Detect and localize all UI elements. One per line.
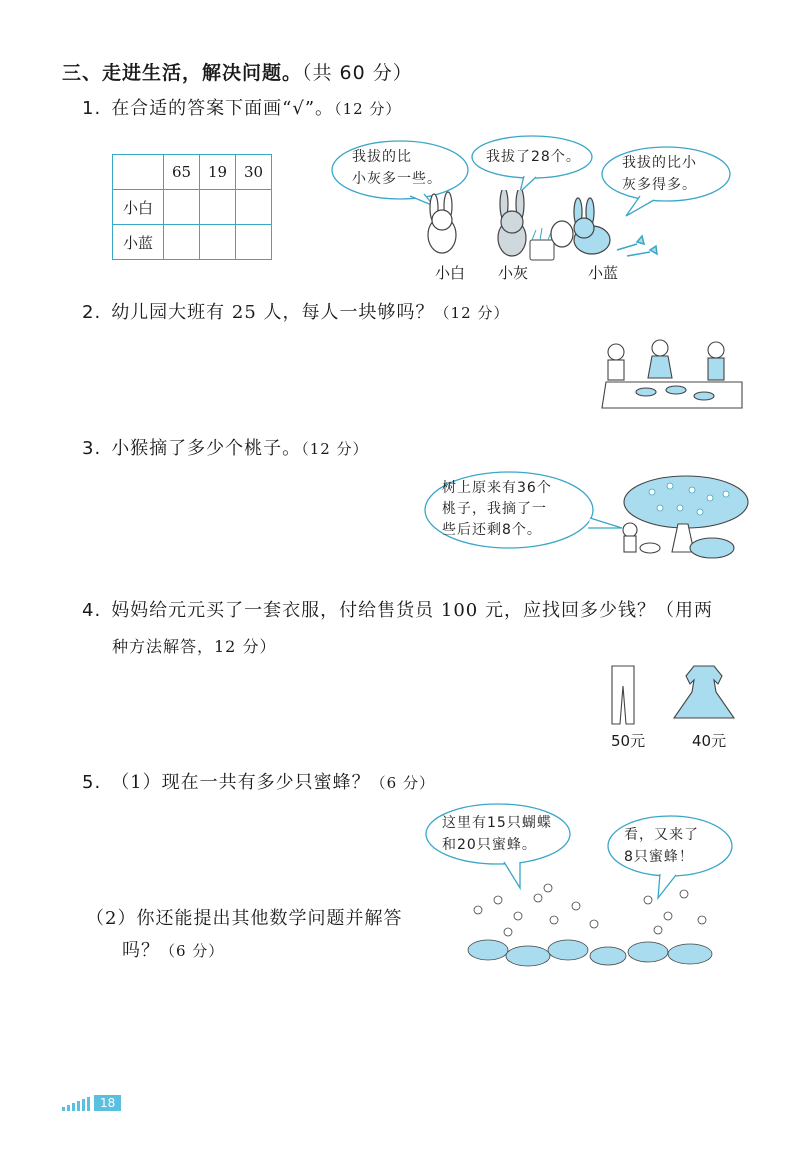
question-number: 5.	[82, 772, 102, 793]
question-5	[82, 768, 435, 794]
page-number: 18	[94, 1095, 121, 1111]
question-text: 小猴摘了多少个桃子。	[111, 438, 302, 459]
question-5-part2: （2）你还能提出其他数学问题并解答	[86, 908, 403, 929]
bubble-text: 看，又来了	[624, 827, 699, 843]
name-label-xiaolan: 小蓝	[588, 264, 619, 282]
rabbit-xiaobai-icon	[428, 192, 456, 253]
pants-icon	[612, 666, 634, 724]
question-3	[82, 434, 369, 460]
column-header: 65	[164, 155, 200, 190]
question-2	[82, 298, 509, 324]
question-1	[82, 94, 401, 120]
bubble-text: 我拔的比	[352, 149, 412, 165]
row-header: 小蓝	[113, 225, 164, 260]
question-number: 2.	[82, 302, 102, 323]
rabbit-xiaolan-icon	[551, 198, 610, 254]
bubble-text: 这里有15只蝴蝶	[442, 815, 552, 831]
answer-cell[interactable]	[236, 225, 272, 260]
bubble-text: 我拔的比小	[622, 155, 697, 171]
clothes-illustration	[604, 662, 744, 726]
question-number: 3.	[82, 438, 102, 459]
column-header: 30	[236, 155, 272, 190]
question-number: 4.	[82, 600, 102, 621]
price-label-pants: 50元	[611, 732, 646, 750]
rabbit-xiaohui-icon	[498, 190, 526, 256]
bubble-text: 和20只蜜蜂。	[442, 837, 537, 853]
bubble-text: 小灰多一些。	[352, 171, 442, 187]
basket-icon	[530, 228, 554, 260]
row-header: 小白	[113, 190, 164, 225]
bubble-text: 些后还剩8个。	[442, 522, 542, 538]
question-text: 吗？	[122, 940, 160, 961]
table-row	[113, 190, 272, 225]
section-heading: 三、走进生活，解决问题。	[62, 62, 303, 84]
name-label-xiaobai: 小白	[435, 264, 466, 282]
page-number-tag	[62, 1097, 121, 1111]
carrots-icon	[617, 236, 657, 256]
answer-cell[interactable]	[200, 190, 236, 225]
table-row	[113, 155, 272, 190]
bubble-text: 灰多得多。	[622, 177, 697, 193]
question-5-part2-line2	[122, 936, 224, 962]
question-points: （12 分）	[434, 304, 510, 322]
children-table-illustration	[596, 332, 746, 412]
dress-icon	[674, 666, 734, 718]
question-4	[82, 596, 713, 622]
column-header: 19	[200, 155, 236, 190]
question-text: 在合适的答案下面画“√”。	[111, 98, 335, 119]
answer-cell[interactable]	[200, 225, 236, 260]
peach-basket-icon	[640, 543, 660, 553]
bubble-text: 8只蜜蜂！	[624, 849, 694, 865]
bubble-text: 桃子，我摘了一	[442, 501, 547, 517]
answer-cell[interactable]	[236, 190, 272, 225]
section-title	[62, 58, 413, 85]
speech-bubble-monkey	[424, 470, 594, 550]
answer-cell[interactable]	[164, 225, 200, 260]
question-points: （12 分）	[301, 440, 369, 458]
question-4-line2: 种方法解答，12 分）	[112, 637, 277, 656]
bubble-text: 我拔了28个。	[486, 149, 581, 165]
question-points: （12 分）	[334, 100, 402, 118]
peach-tree-illustration	[600, 472, 750, 562]
price-label-dress: 40元	[692, 732, 727, 750]
bubble-text: 树上原来有36个	[442, 480, 552, 496]
speech-bubble-more-bees	[604, 814, 734, 878]
answer-table	[112, 154, 272, 260]
question-text: 妈妈给元元买了一套衣服，付给售货员 100 元，应找回多少钱？（用两	[111, 600, 713, 621]
name-label-xiaohui: 小灰	[498, 264, 529, 282]
table-row	[113, 225, 272, 260]
monkey-icon	[623, 523, 637, 537]
question-number: 1.	[82, 98, 102, 119]
bees-icon	[474, 884, 706, 936]
flowers-icon	[468, 940, 712, 966]
bees-flowers-illustration	[458, 880, 738, 970]
answer-cell[interactable]	[164, 190, 200, 225]
speech-bubble-xiaohui	[472, 136, 592, 180]
rabbits-illustration	[412, 190, 672, 268]
table-corner	[113, 155, 164, 190]
tree-canopy-icon	[624, 476, 748, 528]
speech-bubble-bees	[424, 802, 574, 868]
question-text: （1）现在一共有多少只蜜蜂？	[111, 772, 371, 793]
question-points: （6 分）	[160, 942, 225, 960]
question-points: （6 分）	[370, 774, 435, 792]
section-points: （共 60 分）	[302, 62, 413, 84]
question-text: 幼儿园大班有 25 人，每人一块够吗？	[111, 302, 435, 323]
